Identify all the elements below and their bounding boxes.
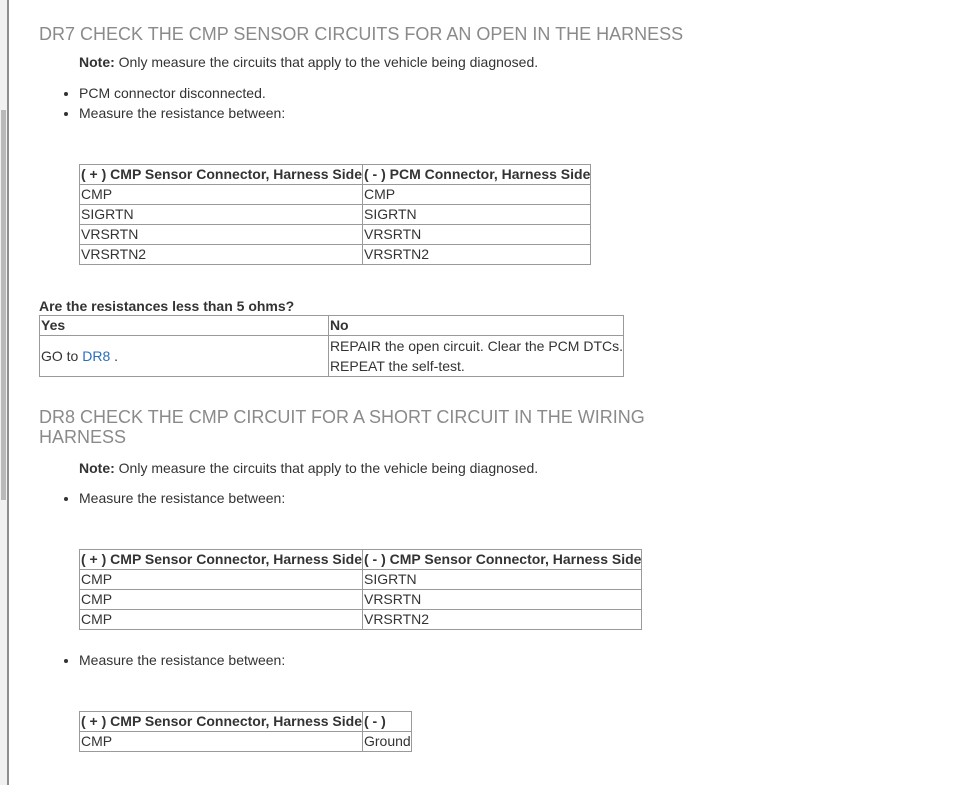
table-cell: Ground [362, 732, 411, 752]
table-row [40, 336, 624, 377]
table-row [80, 245, 591, 265]
document-content [39, 0, 939, 752]
table-header-row [80, 712, 412, 732]
table-header: ( + ) CMP Sensor Connector, Harness Side [80, 550, 363, 570]
table-cell: CMP [80, 610, 363, 630]
dr8-bullet-1: • Measure the resistance between: [79, 488, 939, 508]
dr8-note-text: Only measure the circuits that apply to the vehicle being diagnosed. [114, 460, 539, 476]
yes-header: Yes [40, 316, 329, 336]
no-line-1: REPAIR the open circuit. Clear the PCM DTCs. [329, 338, 623, 354]
left-scrollbar-thumb[interactable] [1, 110, 6, 500]
dr7-note-label: Note: [79, 54, 115, 70]
dr8-note-label: Note: [79, 460, 115, 476]
dr7-question: Are the resistances less than 5 ohms? [39, 298, 295, 314]
dr8-bullet-2: • Measure the resistance between: [79, 650, 939, 670]
table-cell: CMP [362, 185, 590, 205]
dr7-note [39, 53, 939, 71]
table-cell: CMP [80, 732, 363, 752]
dr8-title-line-2: HARNESS [39, 427, 127, 447]
table-header: ( - ) CMP Sensor Connector, Harness Side [362, 550, 641, 570]
table-cell: CMP [80, 570, 363, 590]
dr7-note-text: Only measure the circuits that apply to the vehicle being diagnosed. [114, 54, 539, 70]
dr8-title-line-1: DR8 CHECK THE CMP CIRCUIT FOR A SHORT CIRCUIT IN THE WIRING [39, 407, 645, 427]
dr7-bullet-list [39, 83, 939, 123]
no-cell [328, 336, 623, 377]
table-header: ( - ) PCM Connector, Harness Side [362, 165, 590, 185]
dr8-resistance-table-1 [79, 549, 642, 630]
table-row [80, 732, 412, 752]
table-cell: SIGRTN [80, 205, 363, 225]
no-header: No [328, 316, 623, 336]
table-cell: VRSRTN [362, 590, 641, 610]
table-row [80, 225, 591, 245]
yes-prefix: GO to [41, 347, 83, 364]
table-header-row [80, 550, 642, 570]
dr7-title: DR7 CHECK THE CMP SENSOR CIRCUITS FOR AN OPEN IN THE HARNESS [39, 24, 684, 44]
dr8-link[interactable]: DR8 [82, 347, 111, 364]
table-header: ( + ) CMP Sensor Connector, Harness Side [80, 165, 363, 185]
table-header-row [80, 165, 591, 185]
dr8-resistance-table-2 [79, 711, 412, 752]
table-header-row [40, 316, 624, 336]
table-row [80, 610, 642, 630]
no-line-2: REPEAT the self-test. [329, 358, 465, 374]
table-row [80, 185, 591, 205]
table-row [80, 570, 642, 590]
dr7-yes-no-table [39, 315, 624, 377]
table-cell: SIGRTN [362, 205, 590, 225]
table-cell: SIGRTN [362, 570, 641, 590]
table-cell: VRSRTN [80, 225, 363, 245]
table-cell: VRSRTN2 [80, 245, 363, 265]
dr8-title [39, 407, 939, 447]
dr7-resistance-table [79, 164, 591, 265]
pane-divider [7, 0, 9, 785]
table-row [80, 205, 591, 225]
yes-suffix: . [110, 347, 119, 364]
table-cell: VRSRTN [362, 225, 590, 245]
table-header: ( - ) [362, 712, 411, 732]
table-cell: CMP [80, 185, 363, 205]
dr7-bullet-2: • Measure the resistance between: [79, 103, 939, 123]
dr8-bullet-list-2 [39, 650, 939, 670]
table-row [80, 590, 642, 610]
table-cell: VRSRTN2 [362, 245, 590, 265]
yes-cell [40, 336, 329, 377]
dr8-bullet-list-1 [39, 488, 939, 508]
table-cell: VRSRTN2 [362, 610, 641, 630]
dr8-note [39, 459, 939, 477]
dr7-bullet-1: • PCM connector disconnected. [79, 83, 939, 103]
table-header: ( + ) CMP Sensor Connector, Harness Side [80, 712, 363, 732]
table-cell: CMP [80, 590, 363, 610]
